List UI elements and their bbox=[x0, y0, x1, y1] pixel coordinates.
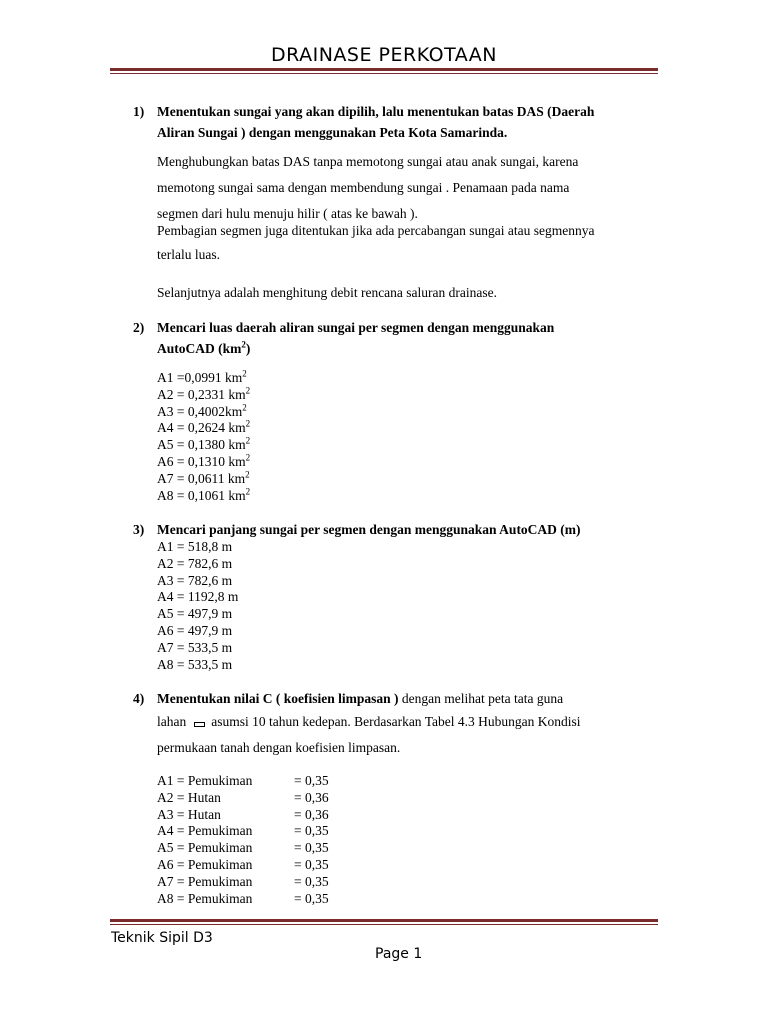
coefficient-list bbox=[157, 773, 329, 907]
list-item: A6 = 497,9 m bbox=[157, 622, 233, 638]
list-item: A4 = 1192,8 m bbox=[157, 589, 239, 605]
list-item: A1 = 518,8 m bbox=[157, 539, 233, 554]
section-1-heading-line2: Aliran Sungai ) dengan menggunakan Peta Kota Samarinda. bbox=[157, 125, 508, 140]
list-item: A7 = 0,0611 $km^2$ bbox=[157, 469, 250, 486]
area-list bbox=[157, 370, 250, 504]
list-item: A1 =0,0991 $km^2$ bbox=[157, 368, 247, 385]
list-item: A2 = 782,6 m bbox=[157, 555, 233, 571]
section-2-heading-line1: Mencari luas daerah aliran sungai per segmen dengan menggunakan bbox=[157, 320, 555, 335]
section-4-number: 4) bbox=[133, 691, 145, 706]
section-4-text-line: permukaan tanah dengan koefisien limpasan. bbox=[157, 740, 401, 755]
section-1-number: 1) bbox=[133, 104, 145, 119]
section-1-text-line: terlalu luas. bbox=[157, 247, 220, 262]
list-item: A1 = Pemukiman = 0,35 bbox=[157, 773, 329, 788]
section-1-text-line: Menghubungkan batas DAS tanpa memotong sungai atau anak sungai, karena bbox=[157, 154, 579, 169]
list-item: $A3 = 0,4002km^2$ bbox=[157, 402, 247, 419]
length-list bbox=[157, 539, 238, 673]
list-item: A3 = 782,6 m bbox=[157, 572, 233, 588]
section-4-heading-bold: Menentukan nilai C ( koefisien limpasan ) bbox=[157, 691, 399, 706]
section-2-heading-line2: AutoCAD (km bbox=[157, 341, 242, 356]
list-item: A8 = 533,5 m bbox=[157, 656, 233, 672]
section-1-heading bbox=[133, 101, 594, 143]
list-item: A4 = 0,2624 $km^2$ bbox=[157, 418, 251, 436]
section-1-text-line: Selanjutnya adalah menghitung debit rencana saluran drainase. bbox=[157, 285, 497, 300]
inline-box-icon bbox=[194, 722, 205, 727]
list-item: A8 = Pemukiman = 0,35 bbox=[157, 890, 329, 906]
footer-rule bbox=[110, 919, 658, 925]
list-item: A7 = Pemukiman = 0,35 bbox=[157, 873, 329, 889]
section-1-text-line: Pembagian segmen juga ditentukan jika ada percabangan sungai atau segmennya bbox=[157, 223, 595, 238]
section-1-text-line: memotong sungai sama dengan membendung sungai . Penamaan pada nama bbox=[157, 180, 570, 195]
page-number: Page 1 bbox=[375, 946, 423, 962]
footer-label: Teknik Sipil D3 bbox=[111, 930, 213, 946]
section-1-text-line: segmen dari hulu menuju hilir ( atas ke bawah ). bbox=[157, 206, 418, 221]
list-item: A7 = 533,5 m bbox=[157, 639, 233, 655]
section-3-heading-line1: Mencari panjang sungai per segmen dengan menggunakan AutoCAD (m) bbox=[157, 522, 581, 537]
section-4-text-line: lahan asumsi 10 tahun kedepan. Berdasarkan Tabel 4.3 Hubungan Kondisi bbox=[157, 714, 581, 729]
section-2-number: 2) bbox=[133, 320, 145, 335]
list-item: A8 = 0,1061 $km^2$ bbox=[157, 486, 251, 503]
section-3-heading bbox=[133, 519, 581, 540]
page-title: DRAINASE PERKOTAAN bbox=[271, 44, 497, 66]
section-2-heading bbox=[133, 317, 554, 359]
list-item: A4 = Pemukiman = 0,35 bbox=[157, 823, 329, 839]
section-3-number: 3) bbox=[133, 522, 145, 537]
list-item: A5 = 497,9 m bbox=[157, 606, 233, 622]
list-item: A2 = Hutan = 0,36 bbox=[157, 789, 329, 805]
list-item: A5 = Pemukiman = 0,35 bbox=[157, 840, 329, 856]
section-4-heading bbox=[133, 688, 563, 709]
list-item: A6 = Pemukiman = 0,35 bbox=[157, 856, 329, 872]
list-item: A6 = 0,1310 $km^2$ bbox=[157, 452, 251, 469]
list-item: A2 = 0,2331 $km^2$ bbox=[157, 385, 251, 402]
list-item: A5 = 0,1380 $km^2$ bbox=[157, 435, 251, 453]
section-2-heading-close: ) bbox=[245, 341, 251, 356]
section-4-heading-rest: dengan melihat peta tata guna bbox=[398, 691, 564, 706]
section-1-heading-line1: Menentukan sungai yang akan dipilih, lalu menentukan batas DAS (Daerah bbox=[157, 104, 595, 119]
unit-superscript: 2 bbox=[241, 339, 246, 350]
list-item: A3 = Hutan = 0,36 bbox=[157, 806, 329, 822]
header-rule bbox=[110, 68, 658, 74]
